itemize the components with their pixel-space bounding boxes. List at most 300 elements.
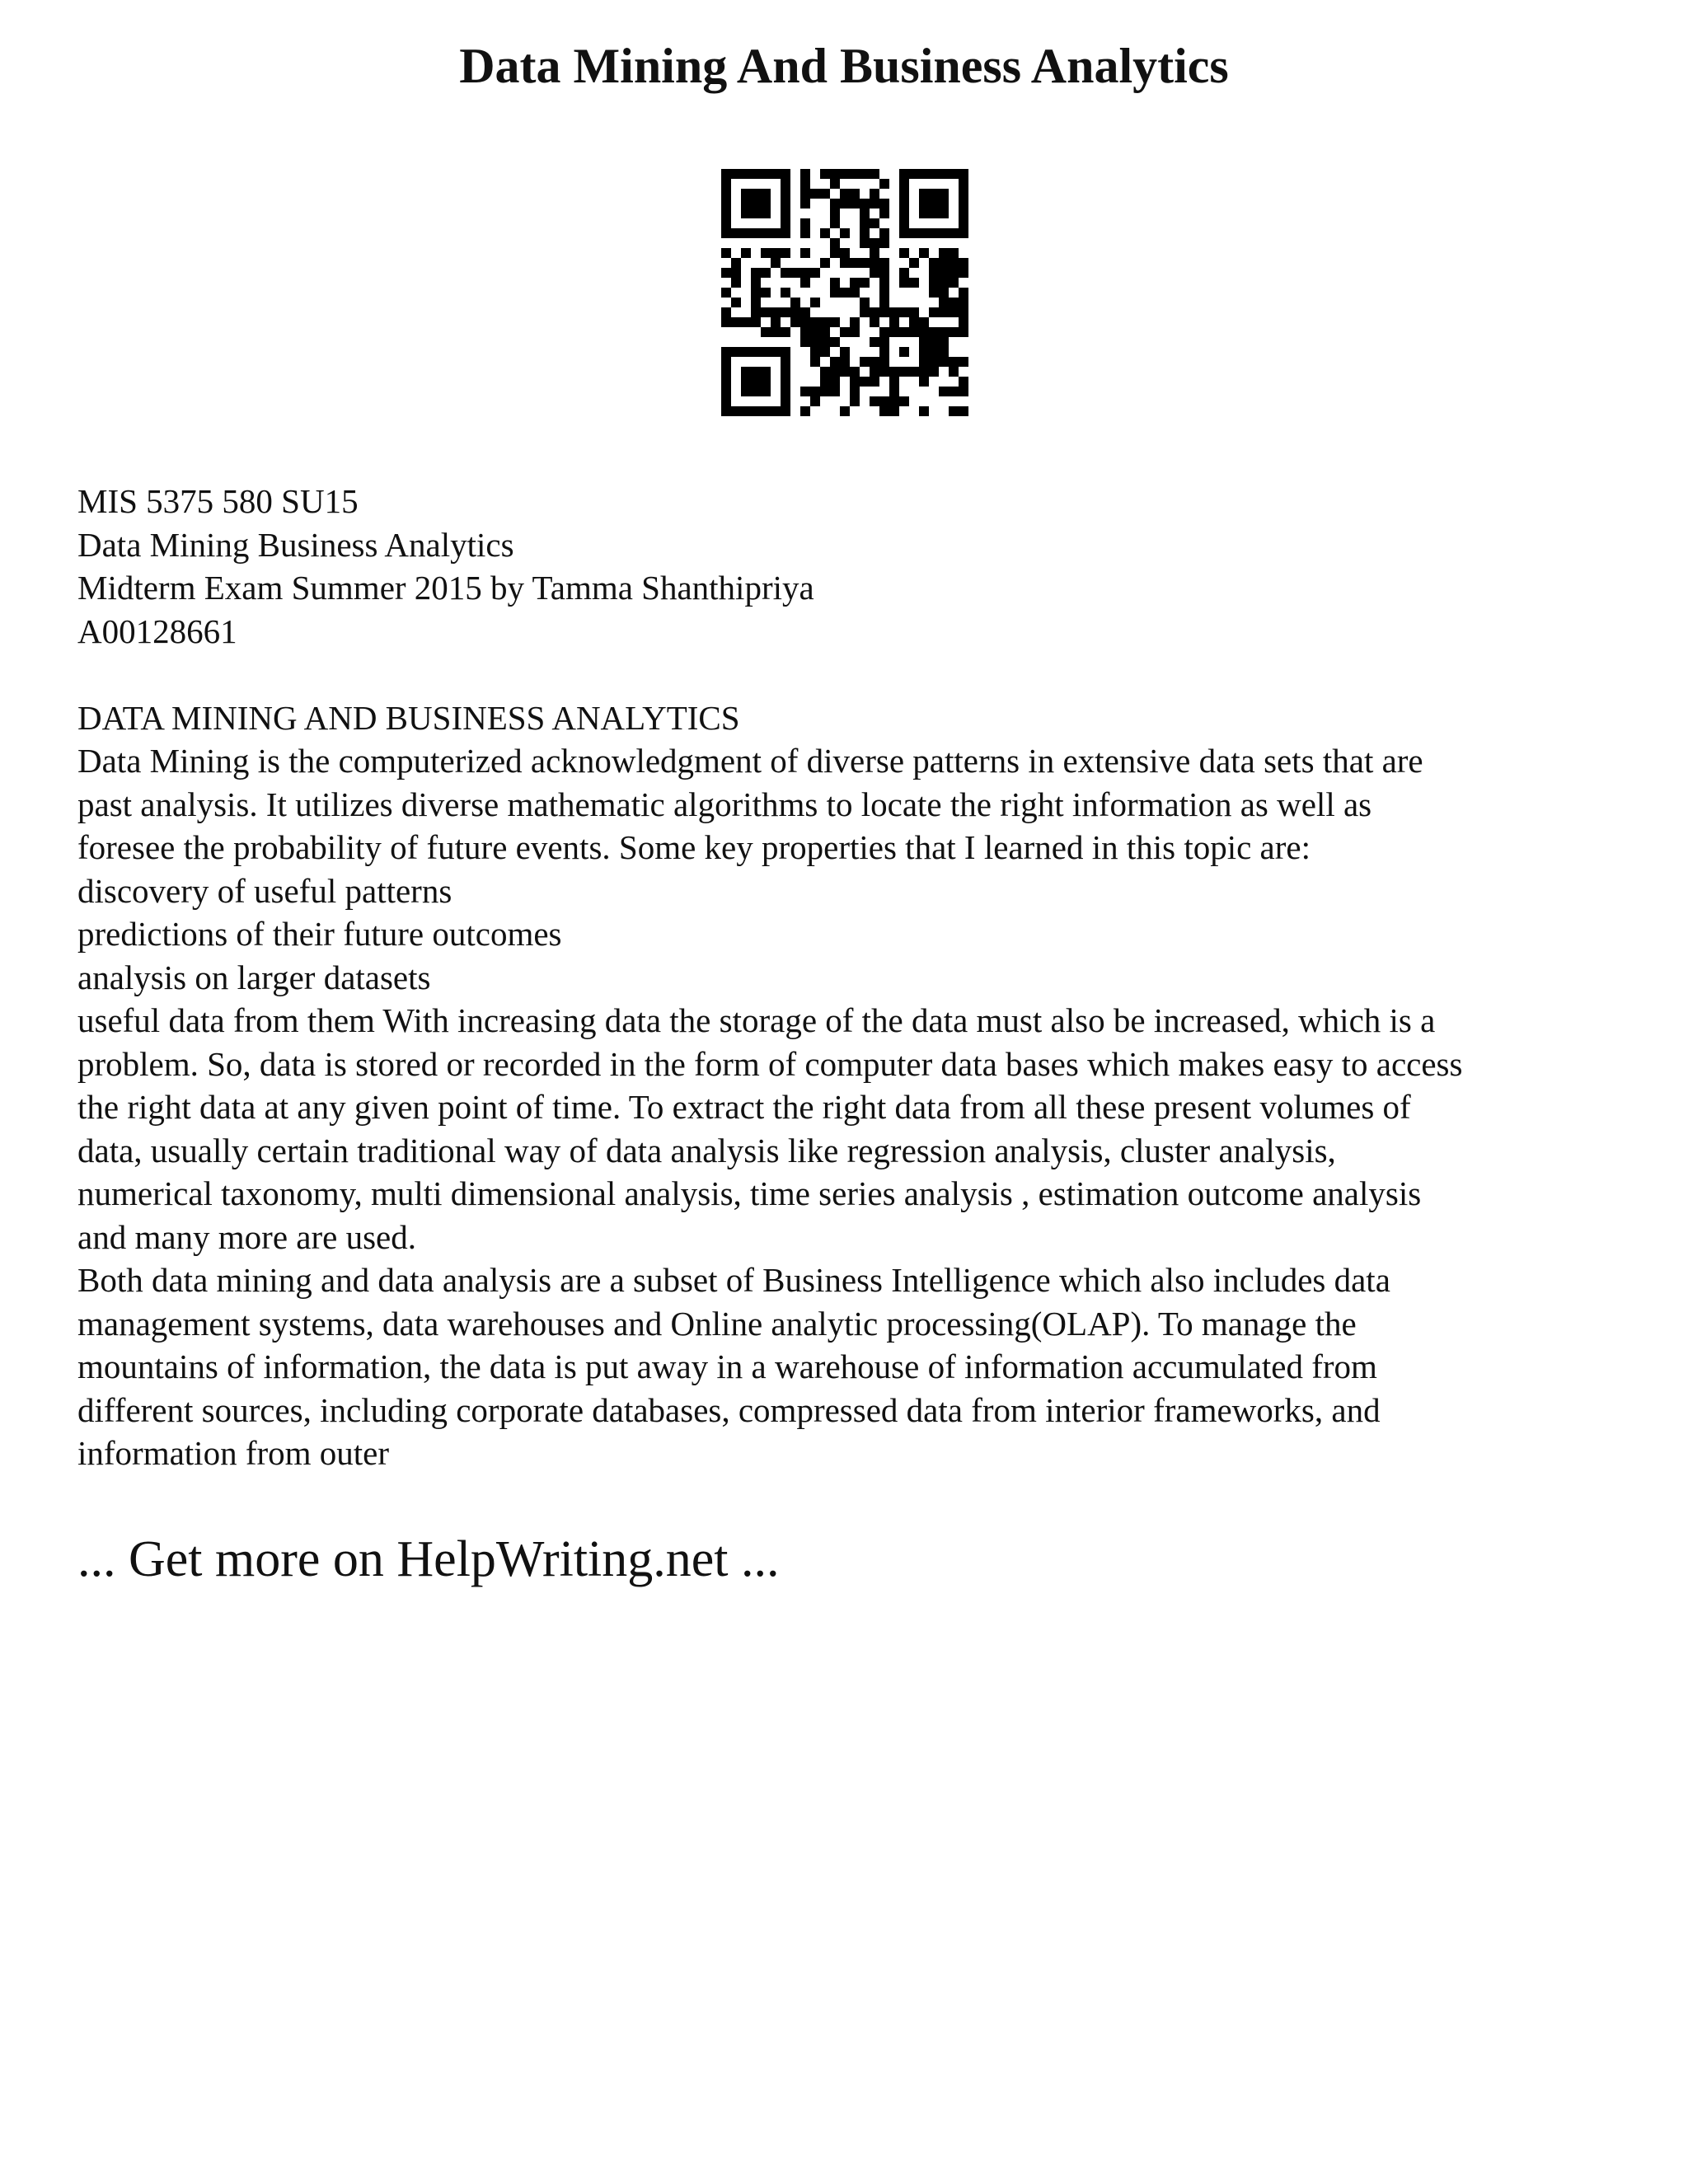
- qr-module: [870, 238, 879, 248]
- qr-module: [879, 337, 889, 347]
- qr-module: [761, 307, 771, 317]
- qr-module: [830, 387, 840, 396]
- qr-module: [870, 317, 879, 327]
- qr-module: [860, 357, 870, 367]
- qr-module: [830, 278, 840, 288]
- qr-module: [860, 278, 870, 288]
- qr-module: [820, 327, 830, 337]
- qr-module: [889, 377, 899, 387]
- qr-module: [879, 357, 889, 367]
- qr-module: [751, 347, 761, 357]
- qr-module: [879, 228, 889, 238]
- qr-module: [800, 268, 810, 278]
- exam-author: Midterm Exam Summer 2015 by Tamma Shanthipriya: [77, 569, 814, 607]
- qr-module: [860, 258, 870, 268]
- qr-module: [781, 268, 790, 278]
- qr-module: [929, 307, 939, 317]
- qr-module: [761, 268, 771, 278]
- qr-module: [741, 387, 751, 396]
- qr-module: [949, 169, 959, 179]
- qr-module: [721, 228, 731, 238]
- qr-module: [959, 228, 968, 238]
- qr-module: [939, 327, 949, 337]
- qr-module: [781, 396, 790, 406]
- qr-module: [939, 189, 949, 199]
- qr-module: [751, 377, 761, 387]
- qr-module: [731, 228, 741, 238]
- qr-module: [909, 278, 919, 288]
- qr-code-graphic: [721, 169, 968, 416]
- qr-module: [879, 209, 889, 218]
- qr-module: [879, 406, 889, 416]
- qr-module: [781, 169, 790, 179]
- qr-module: [741, 209, 751, 218]
- qr-module: [721, 199, 731, 209]
- qr-module: [820, 258, 830, 268]
- qr-module: [790, 307, 800, 317]
- qr-module: [800, 218, 810, 228]
- qr-module: [899, 347, 909, 357]
- qr-module: [721, 377, 731, 387]
- qr-module: [830, 209, 840, 218]
- qr-module: [959, 268, 968, 278]
- qr-module: [929, 209, 939, 218]
- qr-module: [721, 387, 731, 396]
- qr-module: [919, 357, 929, 367]
- qr-module: [929, 258, 939, 268]
- qr-module: [761, 189, 771, 199]
- qr-module: [949, 307, 959, 317]
- qr-module: [949, 406, 959, 416]
- body-line: management systems, data warehouses and Online analytic processing(OLAP). To manage the: [77, 1304, 1357, 1343]
- qr-module: [879, 327, 889, 337]
- qr-module: [889, 396, 899, 406]
- qr-module: [879, 298, 889, 307]
- qr-module: [761, 367, 771, 377]
- qr-module: [939, 169, 949, 179]
- qr-module: [741, 406, 751, 416]
- qr-module: [721, 218, 731, 228]
- qr-module: [870, 218, 879, 228]
- qr-module: [771, 169, 781, 179]
- qr-module: [850, 199, 860, 209]
- qr-module: [860, 307, 870, 317]
- qr-module: [929, 189, 939, 199]
- qr-module: [810, 337, 820, 347]
- qr-module: [761, 199, 771, 209]
- qr-module: [959, 357, 968, 367]
- qr-module: [919, 189, 929, 199]
- qr-module: [939, 268, 949, 278]
- qr-module: [731, 347, 741, 357]
- qr-module: [949, 268, 959, 278]
- qr-module: [840, 258, 850, 268]
- qr-module: [751, 268, 761, 278]
- student-id: A00128661: [77, 612, 237, 650]
- qr-module: [751, 278, 761, 288]
- qr-module: [850, 396, 860, 406]
- body-line: discovery of useful patterns: [77, 871, 452, 910]
- qr-module: [800, 179, 810, 189]
- qr-module: [840, 199, 850, 209]
- qr-module: [840, 248, 850, 258]
- qr-module: [949, 278, 959, 288]
- qr-module: [879, 179, 889, 189]
- qr-module: [889, 307, 899, 317]
- get-more-link[interactable]: ... Get more on HelpWriting.net ...: [77, 1531, 780, 1587]
- qr-module: [830, 248, 840, 258]
- qr-module: [781, 307, 790, 317]
- section-heading: DATA MINING AND BUSINESS ANALYTICS: [77, 698, 740, 737]
- qr-module: [850, 169, 860, 179]
- qr-module: [781, 367, 790, 377]
- qr-module: [929, 367, 939, 377]
- qr-module: [790, 317, 800, 327]
- qr-module: [751, 307, 761, 317]
- qr-module: [959, 189, 968, 199]
- qr-module: [899, 199, 909, 209]
- qr-module: [800, 169, 810, 179]
- qr-module: [741, 199, 751, 209]
- qr-module: [810, 327, 820, 337]
- qr-module: [800, 337, 810, 347]
- qr-module: [790, 268, 800, 278]
- body-line: useful data from them With increasing data the storage of the data must also be increased, which is a: [77, 1001, 1436, 1039]
- qr-module: [741, 189, 751, 199]
- qr-module: [939, 248, 949, 258]
- qr-module: [949, 248, 959, 258]
- qr-module: [840, 327, 850, 337]
- qr-module: [929, 288, 939, 298]
- qr-module: [820, 367, 830, 377]
- qr-module: [741, 347, 751, 357]
- qr-module: [939, 357, 949, 367]
- qr-module: [919, 406, 929, 416]
- qr-module: [721, 406, 731, 416]
- qr-module: [899, 209, 909, 218]
- qr-module: [860, 199, 870, 209]
- body-line: mountains of information, the data is put away in a warehouse of information accumulated from: [77, 1347, 1377, 1385]
- qr-module: [800, 406, 810, 416]
- qr-module: [771, 228, 781, 238]
- qr-module: [721, 169, 731, 179]
- qr-module: [830, 367, 840, 377]
- qr-module: [879, 288, 889, 298]
- qr-module: [781, 179, 790, 189]
- qr-module: [731, 278, 741, 288]
- qr-module: [800, 248, 810, 258]
- qr-module: [870, 169, 879, 179]
- qr-module: [721, 179, 731, 189]
- qr-module: [761, 248, 771, 258]
- qr-module: [850, 258, 860, 268]
- qr-module: [860, 238, 870, 248]
- course-name: Data Mining Business Analytics: [77, 525, 514, 564]
- qr-module: [860, 228, 870, 238]
- qr-module: [781, 387, 790, 396]
- qr-module: [870, 258, 879, 268]
- qr-module: [909, 327, 919, 337]
- qr-module: [919, 228, 929, 238]
- qr-module: [771, 317, 781, 327]
- qr-module: [741, 248, 751, 258]
- qr-module: [959, 406, 968, 416]
- qr-module: [870, 189, 879, 199]
- qr-module: [830, 337, 840, 347]
- qr-module: [860, 169, 870, 179]
- qr-module: [889, 387, 899, 396]
- qr-module: [810, 387, 820, 396]
- qr-module: [830, 199, 840, 209]
- qr-module: [830, 357, 840, 367]
- qr-module: [850, 327, 860, 337]
- qr-module: [870, 248, 879, 258]
- qr-module: [939, 199, 949, 209]
- qr-module: [830, 179, 840, 189]
- qr-module: [899, 169, 909, 179]
- qr-module: [909, 307, 919, 317]
- qr-module: [850, 288, 860, 298]
- qr-module: [919, 377, 929, 387]
- qr-module: [800, 199, 810, 209]
- qr-module: [939, 278, 949, 288]
- qr-module: [741, 367, 751, 377]
- qr-module: [929, 199, 939, 209]
- body-line: information from outer: [77, 1434, 390, 1472]
- qr-module: [899, 327, 909, 337]
- qr-module: [751, 406, 761, 416]
- qr-module: [781, 406, 790, 416]
- qr-module: [889, 327, 899, 337]
- qr-module: [840, 189, 850, 199]
- qr-module: [830, 377, 840, 387]
- qr-module: [909, 228, 919, 238]
- qr-module: [929, 357, 939, 367]
- qr-module: [781, 347, 790, 357]
- qr-module: [721, 268, 731, 278]
- qr-module: [800, 278, 810, 288]
- qr-module: [959, 218, 968, 228]
- qr-module: [800, 228, 810, 238]
- qr-module: [820, 169, 830, 179]
- qr-module: [781, 189, 790, 199]
- qr-module: [761, 288, 771, 298]
- qr-module: [800, 387, 810, 396]
- body-line: Data Mining is the computerized acknowledgment of diverse patterns in extensive data sets that are: [77, 742, 1423, 780]
- qr-module: [939, 337, 949, 347]
- qr-module: [870, 199, 879, 209]
- qr-module: [761, 169, 771, 179]
- qr-module: [959, 209, 968, 218]
- qr-module: [929, 228, 939, 238]
- qr-module: [870, 396, 879, 406]
- qr-module: [751, 209, 761, 218]
- qr-module: [840, 288, 850, 298]
- qr-module: [830, 169, 840, 179]
- qr-module: [800, 327, 810, 337]
- qr-module: [721, 209, 731, 218]
- qr-module: [721, 189, 731, 199]
- qr-module: [781, 357, 790, 367]
- qr-module: [899, 307, 909, 317]
- document-title: Data Mining And Business Analytics: [459, 39, 1229, 93]
- qr-module: [761, 327, 771, 337]
- qr-module: [889, 317, 899, 327]
- qr-module: [820, 347, 830, 357]
- body-line: problem. So, data is stored or recorded in the form of computer data bases which makes easy to access: [77, 1044, 1463, 1083]
- body-line: numerical taxonomy, multi dimensional analysis, time series analysis , estimation outcome analysis: [77, 1174, 1422, 1212]
- qr-module: [781, 288, 790, 298]
- qr-module: [919, 248, 929, 258]
- qr-module: [731, 268, 741, 278]
- qr-module: [810, 298, 820, 307]
- qr-module: [751, 228, 761, 238]
- qr-module: [781, 228, 790, 238]
- qr-module: [850, 189, 860, 199]
- qr-module: [870, 337, 879, 347]
- qr-module: [820, 387, 830, 396]
- qr-module: [741, 317, 751, 327]
- qr-module: [860, 218, 870, 228]
- qr-module: [929, 169, 939, 179]
- qr-module: [810, 396, 820, 406]
- qr-module: [899, 278, 909, 288]
- qr-module: [879, 278, 889, 288]
- qr-module: [810, 317, 820, 327]
- qr-module: [860, 298, 870, 307]
- qr-module: [820, 228, 830, 238]
- spacer: [77, 653, 1643, 696]
- qr-module: [959, 307, 968, 317]
- qr-module: [751, 288, 761, 298]
- body-line: past analysis. It utilizes diverse mathematic algorithms to locate the right information as well as: [77, 785, 1372, 823]
- qr-module: [721, 357, 731, 367]
- qr-module: [830, 238, 840, 248]
- qr-module: [741, 377, 751, 387]
- qr-module: [939, 288, 949, 298]
- qr-module: [879, 268, 889, 278]
- qr-module: [919, 317, 929, 327]
- qr-module: [840, 357, 850, 367]
- qr-module: [939, 307, 949, 317]
- qr-module: [870, 357, 879, 367]
- qr-module: [721, 347, 731, 357]
- qr-module: [751, 367, 761, 377]
- qr-module: [781, 327, 790, 337]
- qr-module: [860, 209, 870, 218]
- body-line: data, usually certain traditional way of data analysis like regression analysis, cluster analysis,: [77, 1131, 1336, 1169]
- qr-code-icon: [721, 169, 968, 416]
- qr-module: [899, 396, 909, 406]
- qr-module: [721, 248, 731, 258]
- qr-module: [959, 199, 968, 209]
- qr-module: [899, 189, 909, 199]
- qr-module: [810, 347, 820, 357]
- qr-module: [899, 228, 909, 238]
- qr-module: [959, 298, 968, 307]
- qr-module: [840, 347, 850, 357]
- qr-module: [751, 298, 761, 307]
- qr-module: [820, 377, 830, 387]
- qr-module: [810, 268, 820, 278]
- qr-module: [781, 248, 790, 258]
- qr-module: [909, 367, 919, 377]
- qr-module: [850, 377, 860, 387]
- qr-module: [800, 189, 810, 199]
- qr-module: [959, 317, 968, 327]
- qr-module: [939, 228, 949, 238]
- qr-module: [771, 258, 781, 268]
- qr-module: [771, 327, 781, 337]
- qr-module: [919, 209, 929, 218]
- qr-module: [899, 268, 909, 278]
- qr-module: [771, 307, 781, 317]
- qr-module: [860, 377, 870, 387]
- qr-module: [949, 367, 959, 377]
- qr-module: [919, 199, 929, 209]
- qr-module: [949, 327, 959, 337]
- body-line: Both data mining and data analysis are a subset of Business Intelligence which also includes data: [77, 1261, 1390, 1299]
- qr-module: [731, 258, 741, 268]
- qr-module: [959, 258, 968, 268]
- qr-module: [909, 258, 919, 268]
- qr-module: [959, 387, 968, 396]
- body-line: predictions of their future outcomes: [77, 915, 562, 953]
- qr-module: [870, 377, 879, 387]
- qr-module: [761, 228, 771, 238]
- qr-module: [959, 377, 968, 387]
- qr-module: [909, 169, 919, 179]
- qr-module: [781, 199, 790, 209]
- qr-module: [721, 396, 731, 406]
- body-line: foresee the probability of future events. Some key properties that I learned in this topic are:: [77, 828, 1311, 866]
- qr-module: [870, 367, 879, 377]
- qr-module: [929, 268, 939, 278]
- qr-module: [751, 169, 761, 179]
- qr-module: [731, 298, 741, 307]
- qr-module: [899, 248, 909, 258]
- qr-module: [929, 278, 939, 288]
- qr-module: [850, 278, 860, 288]
- qr-module: [731, 406, 741, 416]
- qr-module: [830, 218, 840, 228]
- qr-module: [879, 347, 889, 357]
- qr-module: [899, 179, 909, 189]
- body-line: different sources, including corporate databases, compressed data from interior frameworks, and: [77, 1390, 1381, 1429]
- qr-module: [879, 396, 889, 406]
- qr-module: [790, 298, 800, 307]
- body-line: the right data at any given point of time. To extract the right data from all these present volumes of: [77, 1088, 1411, 1126]
- qr-module: [810, 189, 820, 199]
- qr-module: [840, 406, 850, 416]
- document-body: [77, 480, 1643, 1475]
- qr-module: [939, 258, 949, 268]
- qr-module: [919, 327, 929, 337]
- qr-module: [889, 367, 899, 377]
- qr-module: [939, 387, 949, 396]
- qr-module: [771, 347, 781, 357]
- qr-module: [721, 288, 731, 298]
- qr-module: [870, 268, 879, 278]
- qr-module: [810, 357, 820, 367]
- qr-module: [879, 307, 889, 317]
- qr-module: [800, 317, 810, 327]
- qr-module: [929, 327, 939, 337]
- qr-module: [761, 347, 771, 357]
- qr-module: [781, 218, 790, 228]
- qr-module: [741, 169, 751, 179]
- qr-module: [939, 209, 949, 218]
